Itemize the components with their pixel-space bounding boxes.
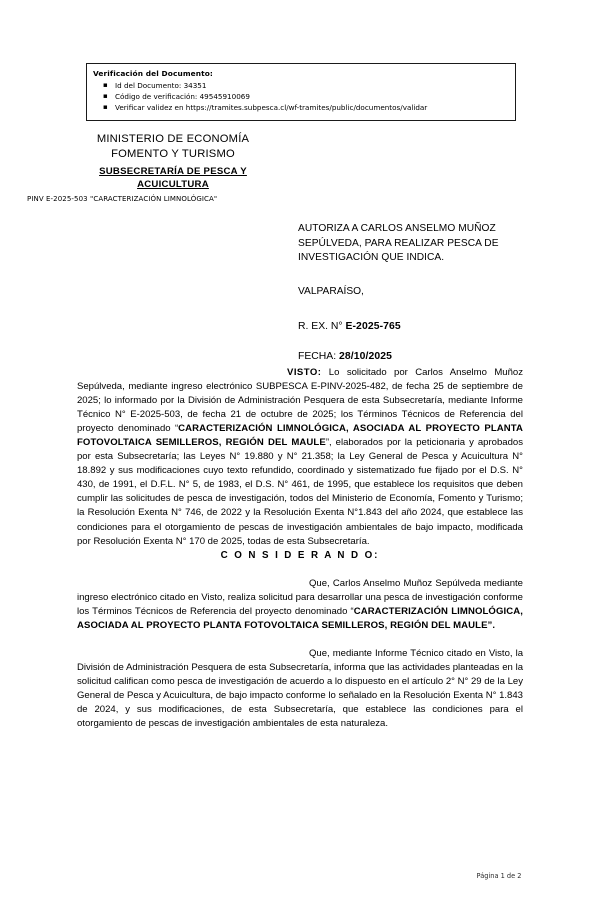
date-value: 28/10/2025 [339, 350, 393, 362]
considerando-2-text: Que, mediante Informe Técnico citado en Visto, la División de Administración Pesquera de esta Subsecretaría, informa que las actividades planteadas en la solicitud califican como pesca de investigación de acuerdo a lo dispuesto en el artículo 2° N° 29 de la Ley General de Pesca y Acuicultura, de bajo impacto conforme lo señalado en la Resolución Exenta N° 1.843 de 2024, y sus modificaciones, de esta Subsecretaría, que establece las condiciones para el otorgamiento de pescas de investigación ambientales de esta naturaleza. [77, 647, 523, 730]
paragraph-visto [77, 366, 523, 549]
visto-text-part-1: Lo solicitado por Carlos Anselmo Muñoz Sepúlveda, mediante ingreso electrónico SUBPESCA E-PINV-2025-482, de fecha 25 de septiembre de 2025; lo informado por la División de Administración Pesquera de esta Subsecretaría, mediante Informe Técnico N° E-2025-503, de fecha 21 de octubre de 2025; los Términos Técnicos de Referencia del proyecto denominado “ [77, 367, 523, 435]
visto-keyword: VISTO: [287, 367, 322, 378]
verification-box [86, 63, 516, 121]
paragraph-considerando-2 [77, 647, 523, 731]
resolution-subject: AUTORIZA A CARLOS ANSELMO MUÑOZ SEPÚLVEDA, PARA REALIZAR PESCA DE INVESTIGACIÓN QUE INDICA. [298, 223, 499, 264]
department-line-1: SUBSECRETARÍA DE PESCA Y [99, 166, 247, 177]
bullet-icon: ▪ [103, 81, 108, 89]
date-line [298, 350, 523, 365]
date-label: FECHA: [298, 350, 337, 362]
bullet-icon: ▪ [103, 92, 108, 100]
spacer [77, 633, 523, 647]
considerando-1-text-part-2: ”. [487, 619, 496, 631]
considerando-1-text-part-1: Que, Carlos Anselmo Muñoz Sepúlveda mediante ingreso electrónico citado en Visto, realiza solicitud para desarrollar una pesca de investigación conforme los Términos Técnicos de Referencia del proyecto denominado “ [77, 577, 523, 617]
resolution-number: E-2025-765 [345, 321, 401, 333]
verification-item-url [103, 102, 515, 113]
verification-title: Verificación del Documento: [93, 69, 213, 78]
verification-item-code [103, 91, 515, 102]
spacer [77, 563, 523, 577]
department-heading [48, 166, 298, 191]
considerando-heading: C O N S I D E R A N D O: [220, 549, 380, 561]
verification-list [93, 80, 515, 113]
ministry-line-1: MINISTERIO DE ECONOMÍA [96, 133, 250, 145]
paragraph-considerando-1 [77, 577, 523, 633]
ministry-line-2: FOMENTO Y TURISMO [111, 147, 235, 160]
verification-item-text: Verificar validez en https://tramites.subpesca.cl/wf-tramites/public/documentos/validar [115, 103, 428, 112]
document-body [77, 366, 523, 731]
verification-item-document-id [103, 80, 515, 91]
resolution-label: R. EX. N° [298, 321, 343, 333]
project-reference-line: PINV E-2025-503 "CARACTERIZACIÓN LIMNOLÓGICA" [27, 195, 218, 203]
resolution-number-line [298, 320, 523, 335]
page-indicator: Página 1 de 2 [476, 872, 522, 880]
header-right-column [298, 222, 523, 365]
verification-item-text: Código de verificación: 49545910069 [115, 92, 250, 101]
visto-project-title: CARACTERIZACIÓN LIMNOLÓGICA, ASOCIADA AL PROYECTO PLANTA FOTOVOLTAICA SEMILLEROS, REGIÓN DEL MAULE [77, 423, 523, 449]
visto-text-part-2: ”, elaborados por la peticionaria y aprobados por esta Subsecretaría; las Leyes N° 19.880 y N° 21.358; la Ley General de Pesca y Acuicultura N° 18.892 y sus modificaciones cuyo texto refundido, coordinado y sistematizado fue fijado por el D.S. N° 430, de 1991, el D.F.L. N° 5, de 1983, el D.S. N° 461, de 1995, que establece los requisitos que deben cumplir las solicitudes de pesca de investigación, todos del Ministerio de Economía, Fomento y Turismo; la Resolución Exenta N° 746, de 2022 y la Resolución Exenta N°1.843 del año 2024, que establece las condiciones para el otorgamiento de pescas de investigación ambientales de bajo impacto, modificada por Resolución Exenta N° 170 de 2025, todas de esta Subsecretaría. [77, 437, 523, 547]
department-line-2: ACUICULTURA [137, 178, 209, 190]
page-footer [0, 872, 600, 880]
verification-item-text: Id del Documento: 34351 [115, 81, 207, 90]
considerando-1-project-title: CARACTERIZACIÓN LIMNOLÓGICA, ASOCIADA AL PROYECTO PLANTA FOTOVOLTAICA SEMILLEROS, REGIÓN DEL MAULE [77, 605, 523, 631]
bullet-icon: ▪ [103, 103, 108, 111]
place-line: VALPARAÍSO, [298, 285, 364, 297]
ministry-heading [48, 132, 298, 161]
